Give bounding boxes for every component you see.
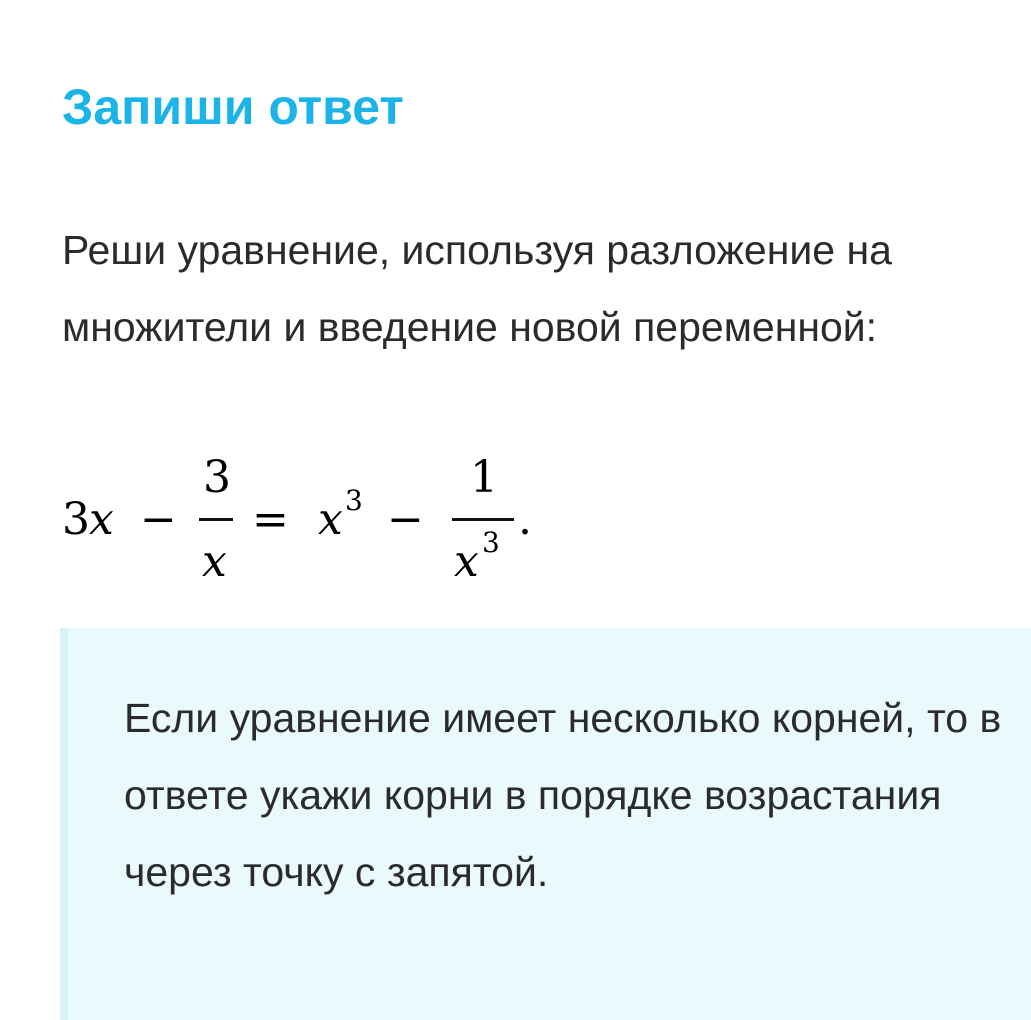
equation-fraction-1-denominator: x [202,536,227,587]
page-title: Запиши ответ [62,79,404,135]
equation-fraction-1-numerator: 3 [203,452,231,503]
task-text: Реши уравнение, используя разложение на множители и введение новой переменной: [62,227,892,350]
equation [62,452,582,592]
equation-equals: = [252,494,289,545]
equation-minus-1: − [140,494,177,545]
hint-box [60,628,1031,1020]
equation-fraction-2-bar [452,518,514,521]
equation-minus-2: − [387,494,424,545]
equation-fraction-2-numerator: 1 [470,452,498,503]
equation-exponent-1: 3 [345,484,363,517]
equation-lhs-coefficient: 3 [62,494,90,545]
equation-fraction-1-bar [199,518,233,521]
equation-period: . [518,494,532,545]
equation-exponent-2: 3 [482,526,500,559]
equation-var-1: x [89,494,114,545]
equation-fraction-2-denominator: x [454,536,479,587]
equation-var-2: x [318,494,343,545]
hint-text: Если уравнение имеет несколько корней, то в ответе укажи корни в порядке возрастания через точку с запятой. [124,695,1002,895]
